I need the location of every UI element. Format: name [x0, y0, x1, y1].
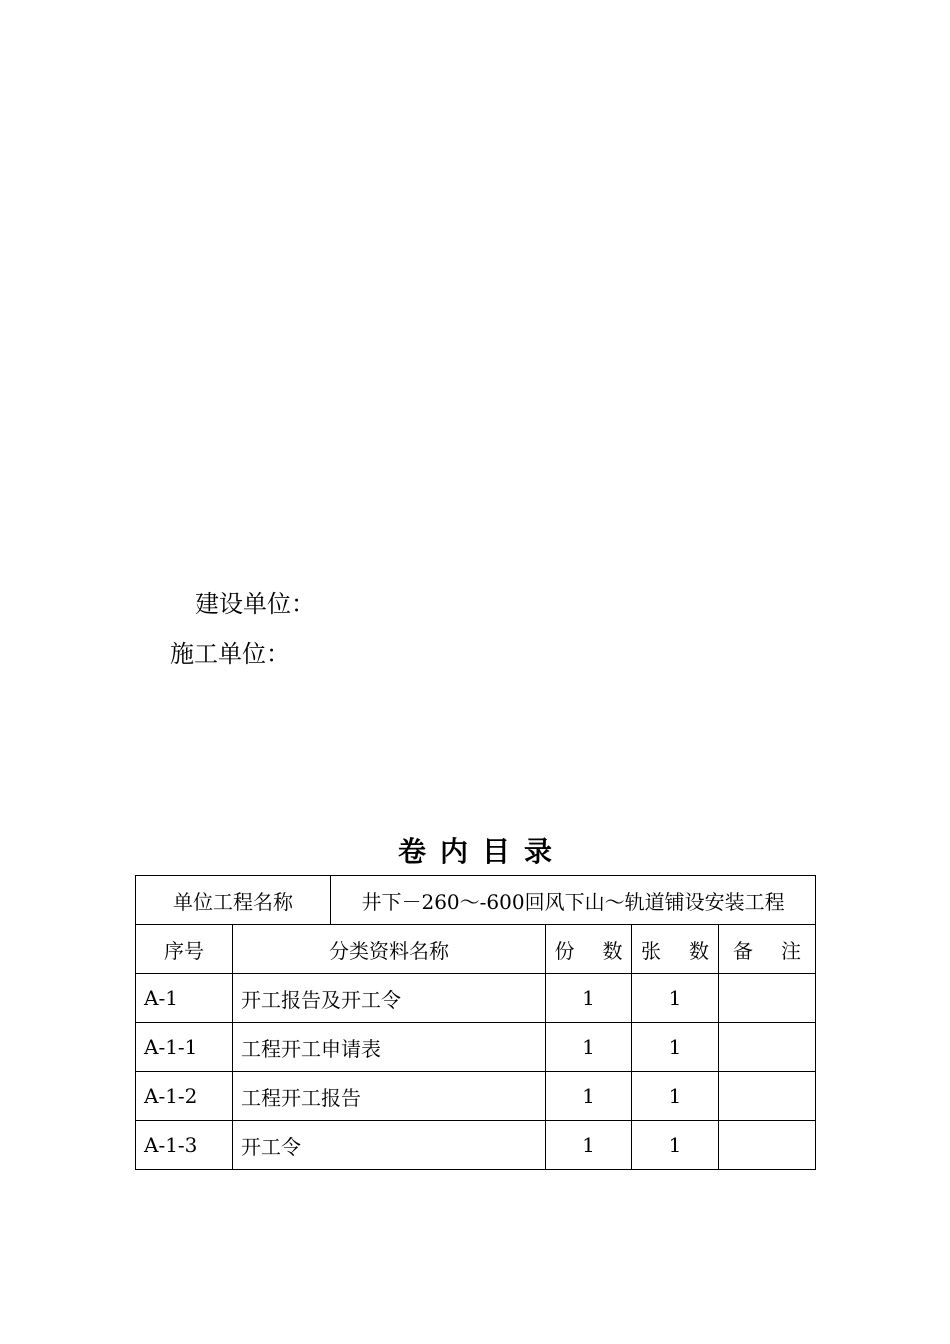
header-sheets [632, 925, 719, 974]
table-row [136, 1121, 816, 1170]
row-remark [719, 1023, 816, 1072]
header-copies-part-b: 数 [602, 938, 623, 963]
header-copies-part-a: 份 [554, 938, 575, 963]
header-remark-part-b: 注 [781, 938, 802, 963]
row-copies: 1 [546, 1072, 632, 1121]
row-name: 开工令 [233, 1121, 546, 1170]
row-sheets: 1 [632, 1121, 719, 1170]
header-sheets-part-b: 数 [689, 938, 709, 963]
row-remark [719, 1121, 816, 1170]
row-seq: A-1-1 [136, 1023, 233, 1072]
catalog-title: 卷内目录 [397, 835, 566, 868]
row-sheets: 1 [632, 1023, 719, 1072]
row-name: 工程开工报告 [233, 1072, 546, 1121]
row-name: 开工报告及开工令 [233, 974, 546, 1023]
row-seq: A-1-3 [136, 1121, 233, 1170]
project-name-row [136, 876, 816, 925]
row-sheets: 1 [632, 974, 719, 1023]
row-copies: 1 [546, 974, 632, 1023]
row-remark [719, 974, 816, 1023]
project-name-label: 单位工程名称 [136, 876, 331, 925]
row-copies: 1 [546, 1121, 632, 1170]
header-row [136, 925, 816, 974]
catalog-table [135, 875, 816, 1170]
table-row [136, 1023, 816, 1072]
table-row [136, 1072, 816, 1121]
header-remark-part-a: 备 [733, 938, 754, 963]
header-name: 分类资料名称 [233, 925, 546, 974]
header-copies [546, 925, 632, 974]
header-seq: 序号 [136, 925, 233, 974]
construction-unit-label: 建设单位： [195, 590, 315, 618]
row-sheets: 1 [632, 1072, 719, 1121]
row-seq: A-1 [136, 974, 233, 1023]
row-remark [719, 1072, 816, 1121]
header-remark [719, 925, 816, 974]
table-row [136, 974, 816, 1023]
row-name: 工程开工申请表 [233, 1023, 546, 1072]
contractor-unit-label: 施工单位： [170, 640, 290, 668]
row-copies: 1 [546, 1023, 632, 1072]
project-name-value: 井下－260～-600回风下山～轨道铺设安装工程 [331, 876, 816, 925]
header-sheets-part-a: 张 [641, 938, 661, 963]
row-seq: A-1-2 [136, 1072, 233, 1121]
